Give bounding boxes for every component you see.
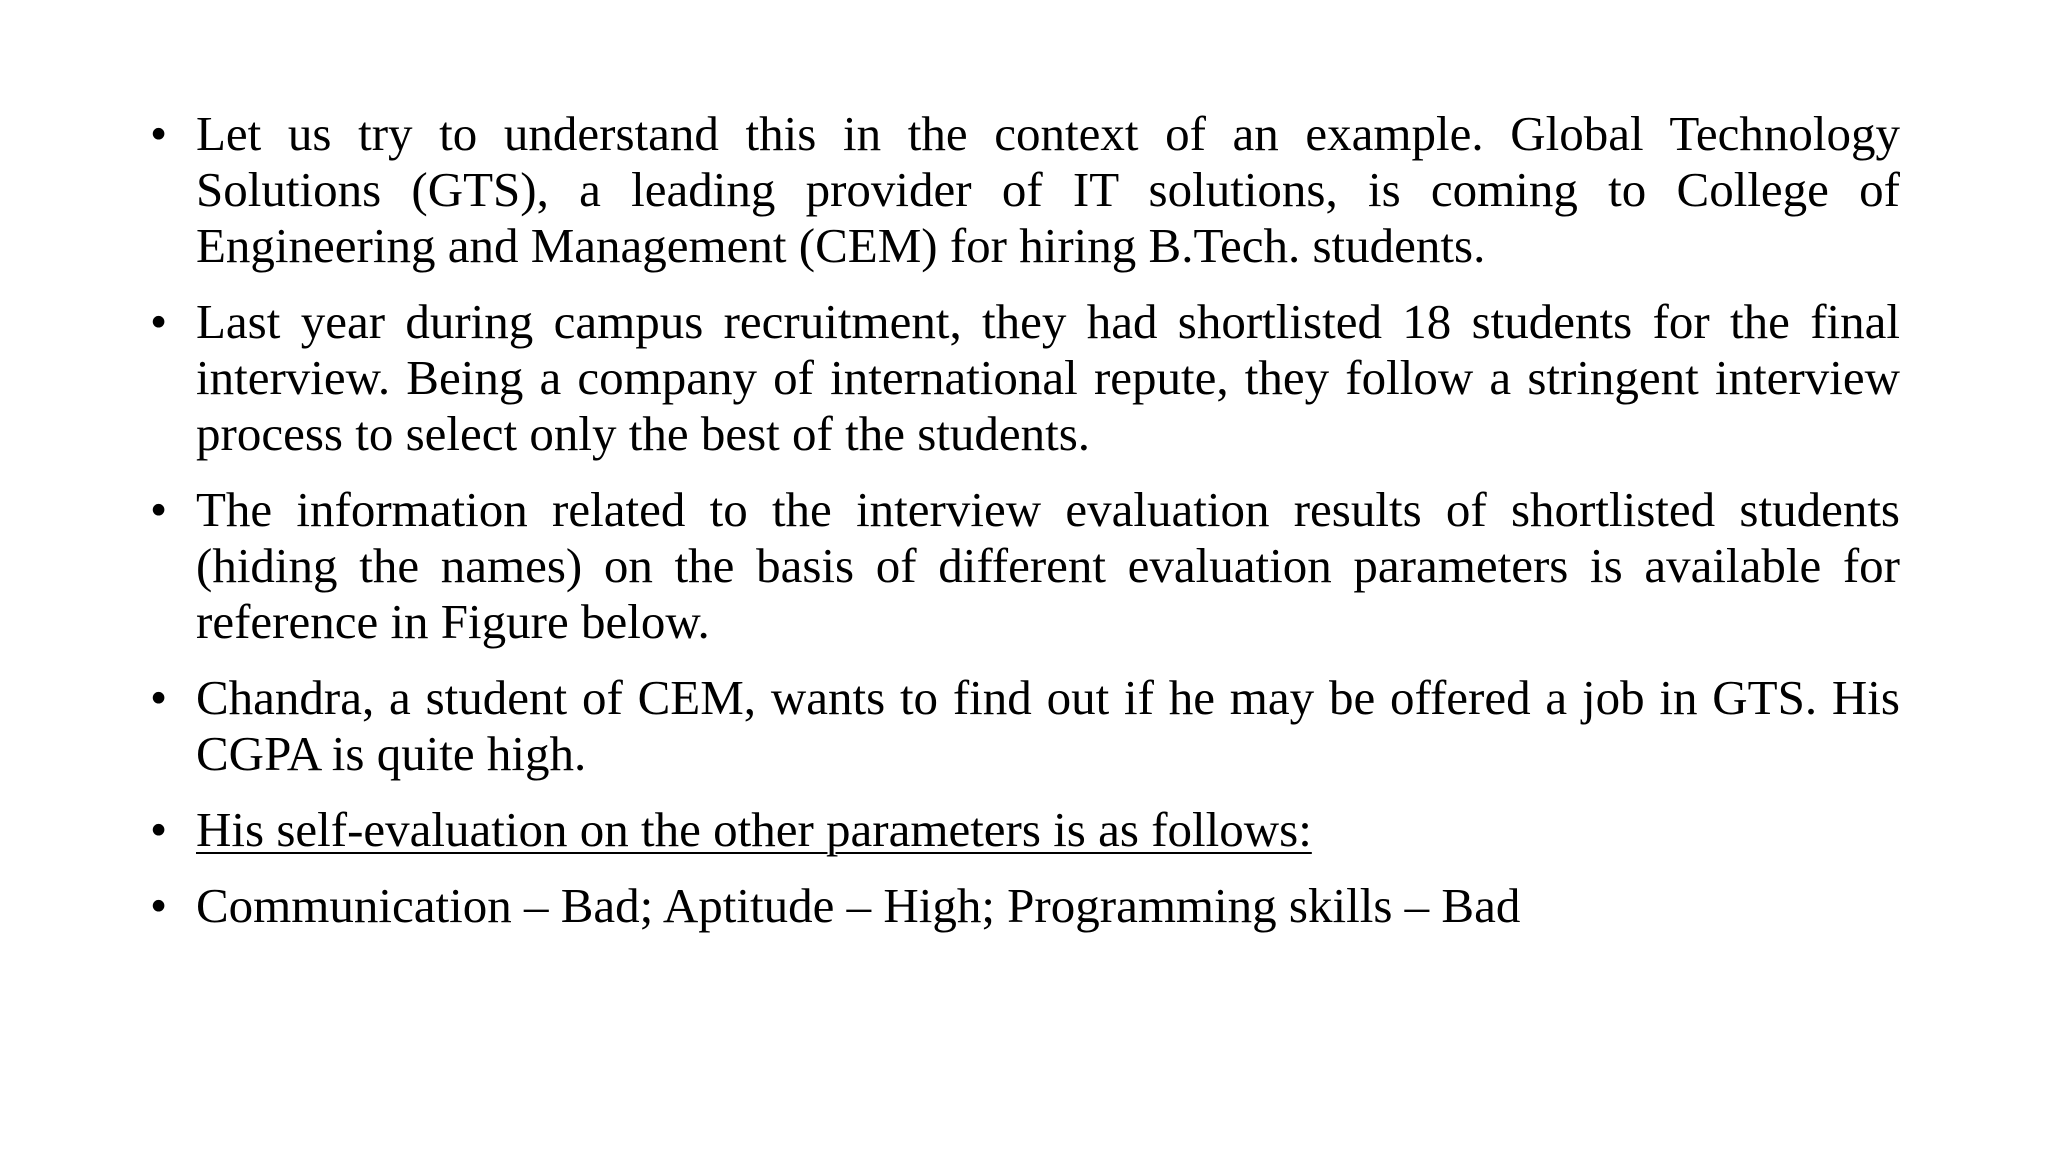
bullet-item-recruitment — [150, 294, 1900, 462]
bullet-dot-icon: • — [150, 802, 168, 857]
bullet-item-evaluation-info — [150, 482, 1900, 650]
bullet-text-underlined: His self-evaluation on the other parameters is as follows: — [196, 802, 1312, 857]
bullet-list — [150, 106, 1900, 954]
bullet-text: Let us try to understand this in the context of an example. Global Technology Solutions (GTS), a leading provider of IT solutions, is coming to College of Engineering and Management (CEM) for hiring B.Tech. students. — [196, 106, 1900, 273]
bullet-dot-icon: • — [150, 294, 168, 349]
bullet-item-example-intro — [150, 106, 1900, 274]
bullet-text: The information related to the interview evaluation results of shortlisted students (hiding the names) on the basis of different evaluation parameters is available for reference in Figure below. — [196, 482, 1900, 649]
bullet-text: Communication – Bad; Aptitude – High; Programming skills – Bad — [196, 878, 1521, 933]
bullet-dot-icon: • — [150, 878, 168, 933]
bullet-dot-icon: • — [150, 106, 168, 161]
bullet-dot-icon: • — [150, 670, 168, 725]
bullet-text: Chandra, a student of CEM, wants to find out if he may be offered a job in GTS. His CGPA is quite high. — [196, 670, 1900, 781]
bullet-item-chandra — [150, 670, 1900, 782]
bullet-item-self-evaluation — [150, 802, 1900, 858]
bullet-dot-icon: • — [150, 482, 168, 537]
bullet-text: Last year during campus recruitment, they had shortlisted 18 students for the final interview. Being a company of international repute, they follow a stringent interview process to select only the best of the students. — [196, 294, 1900, 461]
bullet-item-parameters — [150, 878, 1900, 934]
